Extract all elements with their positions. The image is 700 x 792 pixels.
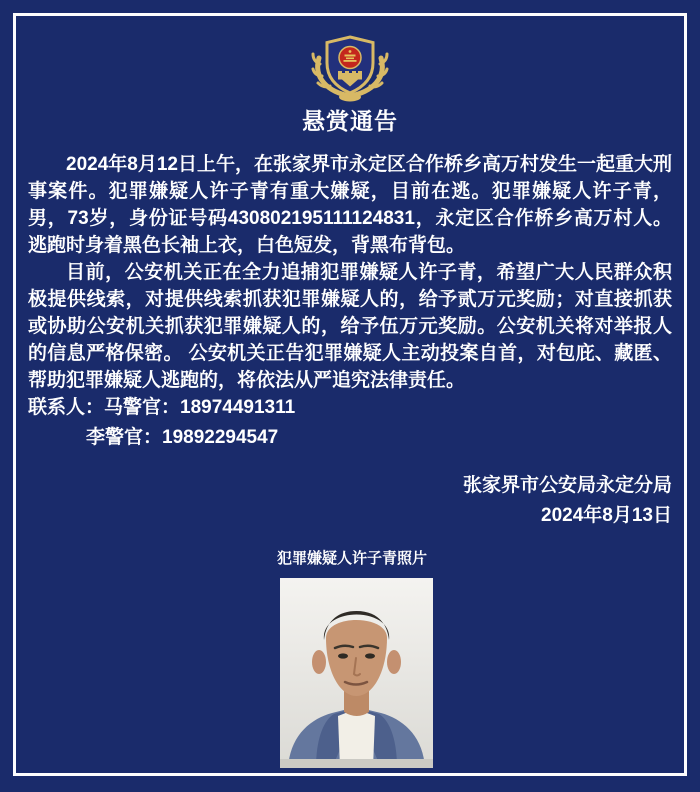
notice-title: 悬赏通告: [302, 108, 398, 134]
photo-caption: 犯罪嫌疑人许子青照片: [277, 550, 428, 567]
notice-paragraph-1: 2024年8月12日上午，在张家界市永定区合作桥乡高万村发生一起重大刑事案件。犯罪嫌疑人许子青有重大嫌疑，目前在逃。犯罪嫌疑人许子青，男，73岁，身份证号码430802195111124831，永定区合作桥乡高万村人。逃跑时身着黑色长袖上衣，白色短发，背黑布背包。: [28, 154, 672, 256]
signature-org: 张家界市公安局永定分局: [462, 475, 672, 496]
notice-paragraph-2: 目前，公安机关正在全力追捕犯罪嫌疑人许子青，希望广大人民群众积极提供线索，对提供线索抓获犯罪嫌疑人的，给予贰万元奖励；对直接抓获或协助公安机关抓获犯罪嫌疑人的，给予伍万元奖励。公安机关将对举报人的信息严格保密。 公安机关正告犯罪嫌疑人主动投案自首，对包庇、藏匿、帮助犯罪嫌疑人逃跑的，将依法从严追究法律责任。: [28, 262, 672, 391]
signature-date: 2024年8月13日: [541, 505, 672, 526]
contact-line-ma: 联系人：马警官：18974491311: [28, 397, 296, 418]
notice-body: [28, 151, 672, 394]
china-police-emblem-icon: [308, 30, 392, 104]
contact-block: [28, 393, 295, 453]
suspect-photo: [280, 578, 433, 768]
signature-block: [28, 471, 672, 531]
contact-line-li: 李警官：19892294547: [86, 427, 279, 448]
